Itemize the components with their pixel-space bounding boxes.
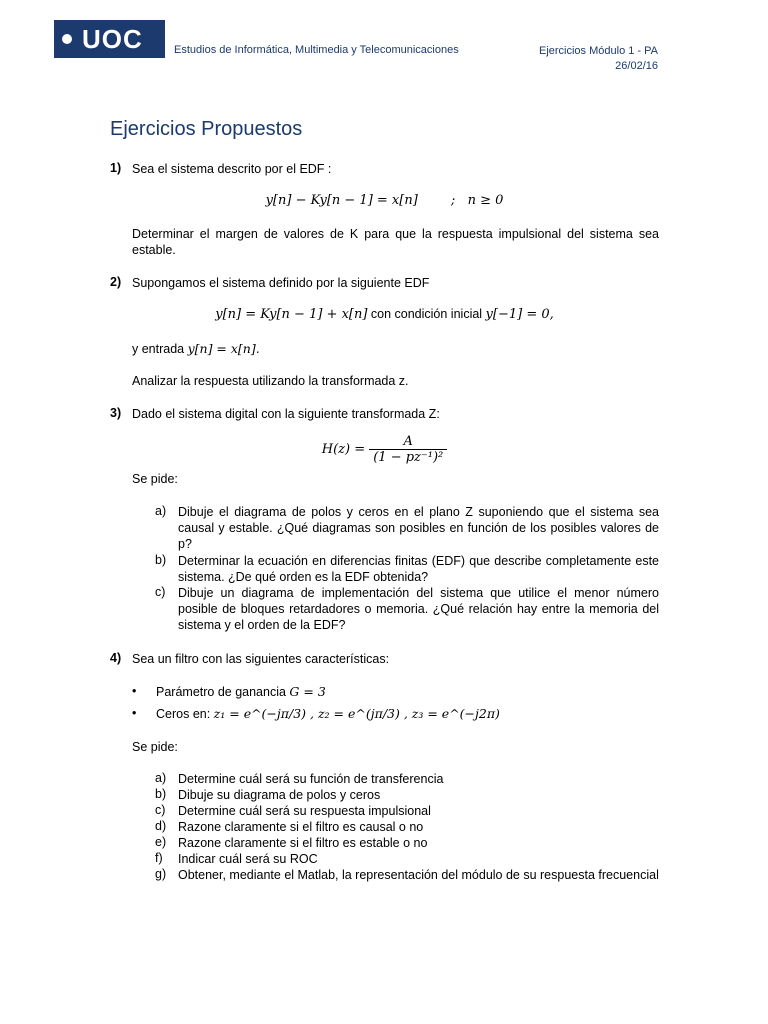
ex4-item-label: d) — [155, 819, 167, 833]
ex2-text: Analizar la respuesta utilizando la transformada z. — [132, 374, 409, 388]
ex3-lhs: H(z) = — [321, 442, 366, 457]
ex4-item-text: Indicar cuál será su ROC — [178, 852, 318, 866]
ex3-numerator: A — [369, 434, 447, 450]
ex1-text: Determinar el margen de valores de K para que la respuesta impulsional del sistema sea estable. — [132, 227, 659, 257]
ex2-input-label: y entrada — [132, 342, 188, 356]
ex2-input — [132, 341, 659, 357]
ex4-bullet2-text: Ceros en: — [156, 707, 214, 721]
logo-text: UOC — [82, 23, 143, 54]
ex2-equation — [110, 306, 659, 322]
ex4-bullet1-text: Parámetro de ganancia — [156, 685, 290, 699]
header-date: 26/02/16 — [615, 60, 658, 72]
bullet-icon: • — [132, 684, 137, 698]
ex3-intro: Dado el sistema digital con la siguiente transformada Z: — [132, 407, 440, 421]
ex3-denominator: (1 − pz⁻¹)² — [373, 450, 444, 465]
ex2-eq-math: y[n] = Ky[n − 1] + x[n] — [215, 307, 368, 322]
ex4-item-label: g) — [155, 867, 167, 881]
ex4-item-label: e) — [155, 835, 167, 849]
header-right — [539, 44, 658, 74]
logo-dot-icon — [62, 34, 72, 44]
ex3-se-pide: Se pide: — [132, 472, 178, 486]
ex4-item-label: f) — [155, 851, 163, 865]
ex3-transfer-function — [110, 434, 659, 465]
ex4-number: 4) — [110, 651, 122, 665]
ex4-item-text: Determine cuál será su función de transferencia — [178, 772, 444, 786]
ex3-item-c-label: c) — [155, 585, 166, 599]
ex4-bullet-zeros — [156, 706, 637, 722]
page-title: Ejercicios Propuestos — [110, 118, 303, 140]
ex4-item-text: Obtener, mediante el Matlab, la representación del módulo de su respuesta frecuencial — [178, 868, 659, 882]
ex4-bullet-gain — [156, 684, 637, 700]
ex1-equation: y[n] − Ky[n − 1] = x[n] ; n ≥ 0 — [265, 193, 504, 208]
ex4-bullet1-math: G = 3 — [289, 684, 326, 699]
ex2-input-eq: y[n] = x[n]. — [187, 341, 260, 356]
uoc-logo — [54, 20, 165, 58]
ex4-item-text: Razone claramente si el filtro es estable o no — [178, 836, 428, 850]
header-module: Ejercicios Módulo 1 - PA — [538, 45, 658, 57]
ex3-item-c-text: Dibuje un diagrama de implementación del sistema que utilice el menor número posible de bloques retardadores o memoria. ¿Qué relación hay entre la memoria del sistema y el orden de la EDF? — [178, 586, 659, 632]
ex4-bullet2-math: z₁ = e^(−jπ/3) , z₂ = e^(jπ/3) , z₃ = e^(−j2π) — [213, 706, 500, 721]
ex2-intro: Supongamos el sistema definido por la siguiente EDF — [132, 276, 430, 290]
ex4-item-text: Determine cuál será su respuesta impulsional — [178, 804, 431, 818]
header-subtitle: Estudios de Informática, Multimedia y Telecomunicaciones — [174, 44, 459, 56]
ex2-eq-text: con condición inicial — [367, 307, 486, 321]
ex2-number: 2) — [110, 275, 122, 289]
ex4-item-label: b) — [155, 787, 167, 801]
ex1-intro: Sea el sistema descrito por el EDF : — [132, 162, 332, 176]
ex3-fraction — [369, 434, 447, 465]
ex4-se-pide: Se pide: — [132, 740, 178, 754]
ex1-number: 1) — [110, 161, 122, 175]
ex4-intro: Sea un filtro con las siguientes características: — [132, 652, 390, 666]
ex3-item-a-label: a) — [155, 504, 167, 518]
ex3-number: 3) — [110, 406, 122, 420]
ex3-item-b-text: Determinar la ecuación en diferencias finitas (EDF) que describe completamente este sistema. ¿De qué orden es la EDF obtenida? — [178, 554, 659, 584]
ex3-item-a-text: Dibuje el diagrama de polos y ceros en el plano Z suponiendo que el sistema sea causal y estable. ¿Qué diagramas son posibles en función de los posibles valores de p? — [178, 505, 659, 551]
ex4-item-text: Razone claramente si el filtro es causal o no — [178, 820, 424, 834]
ex2-eq-cond: y[−1] = 0, — [485, 307, 554, 322]
ex3-item-b-label: b) — [155, 553, 167, 567]
bullet-icon: • — [132, 706, 137, 720]
ex4-item-label: a) — [155, 771, 167, 785]
ex4-item-label: c) — [155, 803, 166, 817]
ex4-item-text: Dibuje su diagrama de polos y ceros — [178, 788, 381, 802]
